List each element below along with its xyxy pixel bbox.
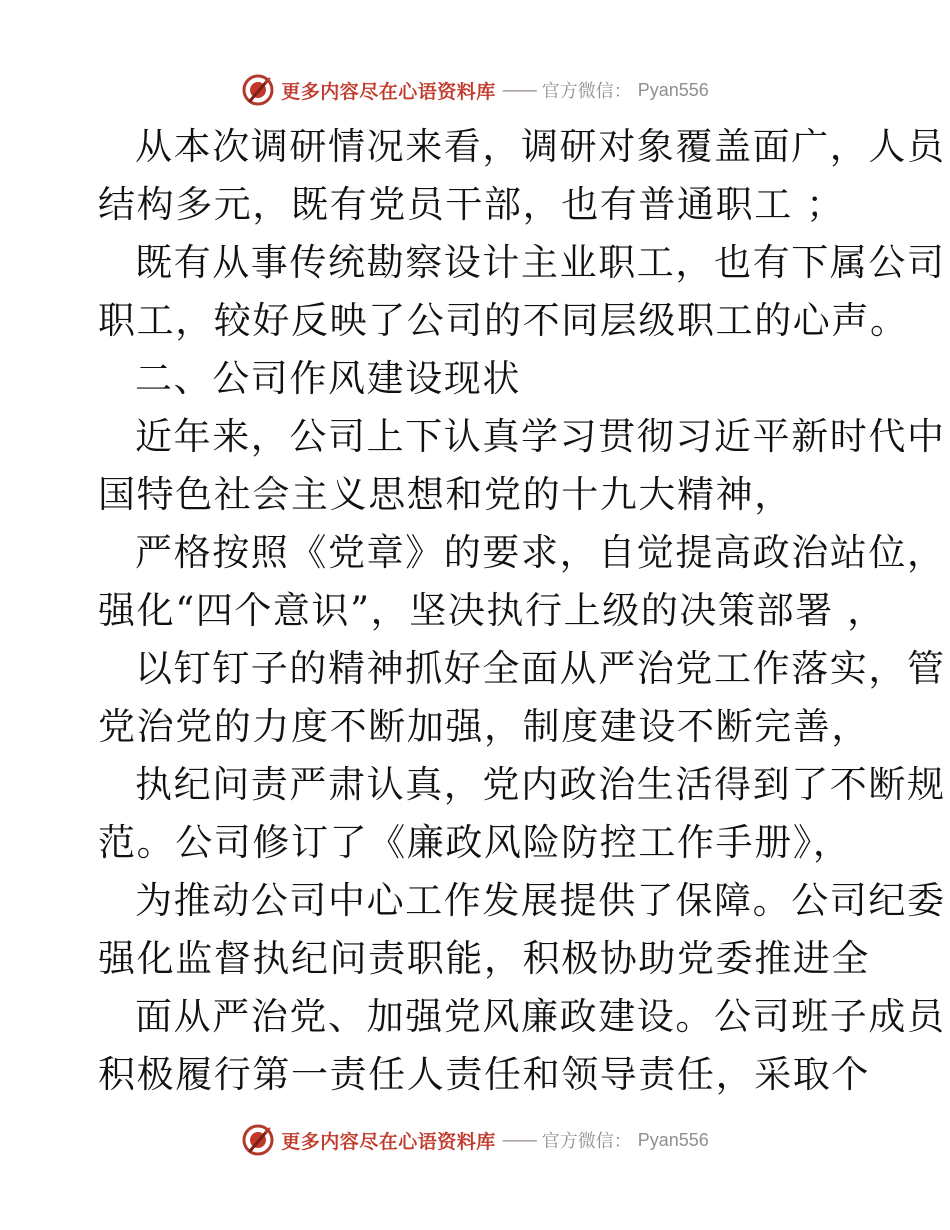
body-line: 范。公司修订了《廉政风险防控工作手册》，: [98, 821, 852, 864]
body-line: 执纪问责严肃认真，党内政治生活得到了不断规: [135, 763, 946, 806]
body-line: 既有从事传统勘察设计主业职工，也有下属公司: [135, 241, 946, 284]
body-line: 以钉钉子的精神抓好全面从严治党工作落实，管: [135, 647, 946, 690]
body-line: 从本次调研情况来看，调研对象覆盖面广，人员: [135, 125, 946, 168]
footer-banner: [0, 1122, 950, 1158]
body-line: 面从严治党、加强党风廉政建设。公司班子成员: [135, 995, 946, 1038]
banner-wechat-label: 官方微信：: [541, 1131, 632, 1152]
body-line: 积极履行第一责任人责任和领导责任，采取个: [98, 1053, 870, 1096]
body-line: 职工，较好反映了公司的不同层级职工的心声。: [98, 299, 909, 342]
header-banner: [0, 72, 950, 108]
banner-dash: ——: [501, 79, 536, 101]
body-line: 近年来，公司上下认真学习贯彻习近平新时代中: [135, 415, 946, 458]
body-line: 严格按照《党章》的要求，自觉提高政治站位，: [135, 531, 946, 574]
body-line: 强化“四个意识”，坚决执行上级的决策部署 ，: [98, 589, 886, 632]
document-body: [0, 112, 950, 1112]
pen-logo-icon: [241, 1123, 275, 1157]
body-line: 党治党的力度不断加强，制度建设不断完善，: [98, 705, 870, 748]
body-line: 结构多元，既有党员干部，也有普通职工 ；: [98, 183, 845, 226]
pen-logo-icon: [241, 73, 275, 107]
body-line: 强化监督执纪问责职能，积极协助党委推进全: [98, 937, 870, 980]
banner-wechat-label: 官方微信：: [541, 81, 632, 102]
banner-dash: ——: [501, 1129, 536, 1151]
section-heading: 二、公司作风建设现状: [135, 357, 521, 400]
body-line: 为推动公司中心工作发展提供了保障。公司纪委: [135, 879, 946, 922]
banner-brand-text: 更多内容尽在心语资料库: [281, 80, 496, 103]
banner-wechat-id: Pyan556: [637, 79, 709, 100]
banner-brand-text: 更多内容尽在心语资料库: [281, 1130, 496, 1153]
body-line: 国特色社会主义思想和党的十九大精神，: [98, 473, 793, 516]
banner-wechat-id: Pyan556: [637, 1129, 709, 1150]
